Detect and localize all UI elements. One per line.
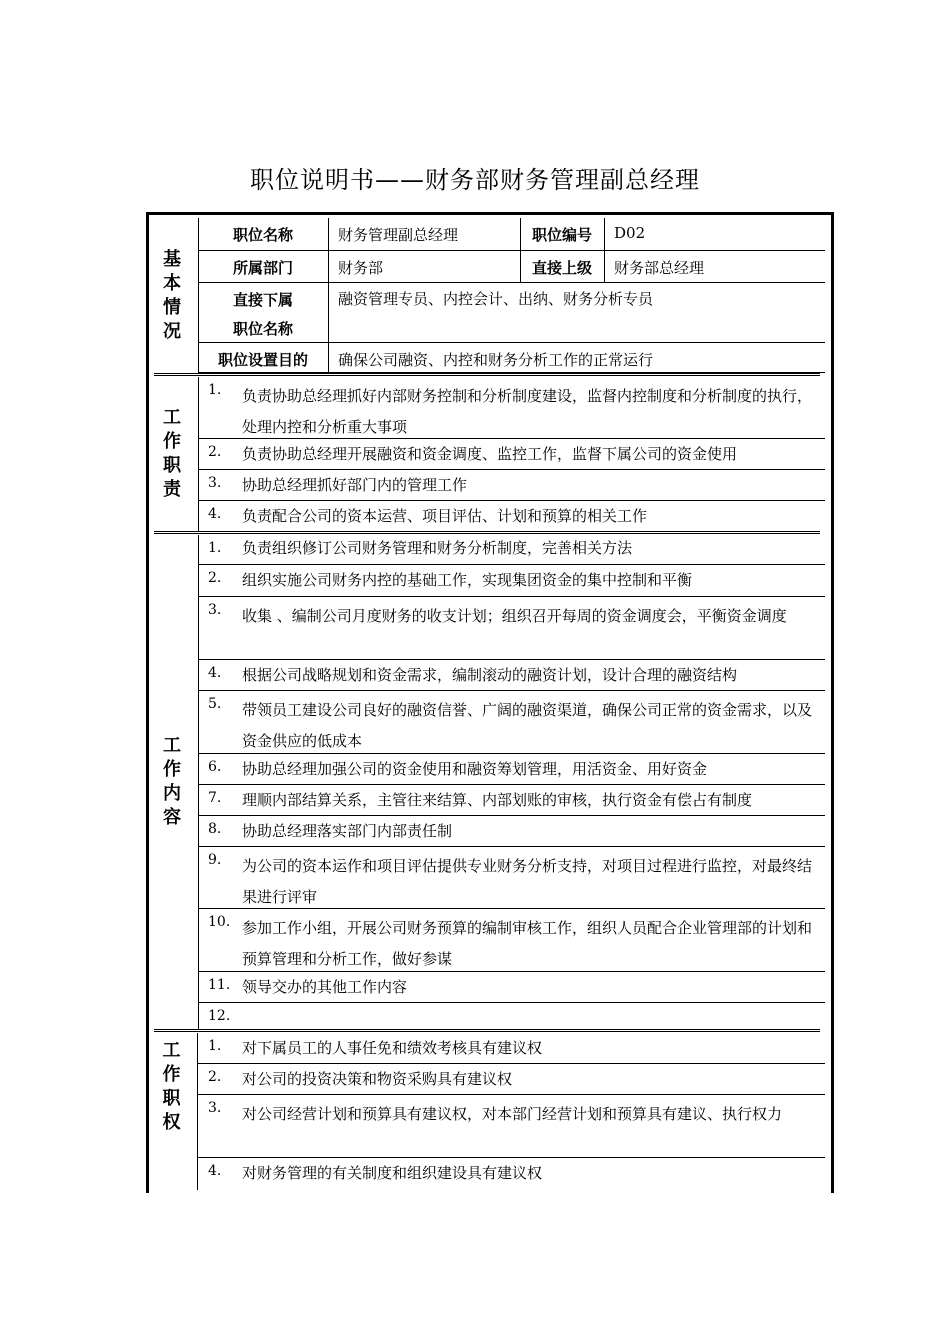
purpose-value: 确保公司融资、内控和财务分析工作的正常运行: [338, 351, 654, 369]
list-item: 12.: [208, 1008, 231, 1024]
list-item: 3. 收集 、编制公司月度财务的收支计划；组织召开每周的资金调度会，平衡资金调度: [198, 597, 825, 660]
list-item: 10. 参加工作小组，开展公司财务预算的编制审核工作，组织人员配合企业管理部的计划和预算管理和分析工作，做好参谋: [198, 909, 825, 972]
basic-section-label: 基 本 情 况: [146, 218, 199, 373]
list-item: 11. 领导交办的其他工作内容: [198, 972, 825, 1003]
position-code-value: D02: [614, 224, 646, 242]
list-item: 8. 协助总经理落实部门内部责任制: [198, 816, 825, 847]
subordinate-label-line2: 职位名称: [232, 320, 293, 338]
superior-value: 财务部总经理: [614, 259, 705, 277]
list-item: 3. 对公司经营计划和预算具有建议权，对本部门经营计划和预算具有建议、执行权力: [198, 1095, 825, 1158]
list-item: 5. 带领员工建设公司良好的融资信誉、广阔的融资渠道，确保公司正常的资金需求，以及资金供应的低成本: [198, 691, 825, 754]
department-label: 所属部门: [232, 259, 293, 277]
list-item: 6. 协助总经理加强公司的资金使用和融资筹划管理，用活资金、用好资金: [198, 754, 825, 785]
list-item: 2. 组织实施公司财务内控的基础工作，实现集团资金的集中控制和平衡: [198, 565, 825, 597]
duties-section: [146, 377, 831, 531]
list-item: 4. 负责配合公司的资本运营、项目评估、计划和预算的相关工作: [208, 506, 648, 525]
position-name-label: 职位名称: [232, 226, 293, 244]
work-content-section: [146, 535, 831, 1029]
list-item: 1. 负责组织修订公司财务管理和财务分析制度，完善相关方法: [198, 535, 825, 565]
list-item: 9. 为公司的资本运作和项目评估提供专业财务分析支持，对项目过程进行监控，对最终结果进行评审: [198, 847, 825, 909]
authority-section: [146, 1033, 831, 1190]
list-item: 2. 负责协助总经理开展融资和资金调度、监控工作，监督下属公司的资金使用: [198, 439, 825, 470]
subordinates-value: 融资管理专员、内控会计、出纳、财务分析专员: [338, 290, 654, 308]
list-item: 7. 理顺内部结算关系，主管往来结算、内部划账的审核，执行资金有偿占有制度: [198, 785, 825, 816]
list-item: 4. 对财务管理的有关制度和组织建设具有建议权: [208, 1163, 543, 1182]
position-name-value: 财务管理副总经理: [338, 226, 459, 244]
position-code-label: 职位编号: [531, 226, 592, 244]
list-item: 2. 对公司的投资决策和物资采购具有建议权: [198, 1064, 825, 1095]
department-value: 财务部: [338, 259, 384, 277]
page-title: 职位说明书——财务部财务管理副总经理: [250, 166, 700, 194]
content-section-label: 工 作 内 容: [146, 535, 199, 1029]
list-item: 3. 协助总经理抓好部门内的管理工作: [198, 470, 825, 501]
list-item: 1. 对下属员工的人事任免和绩效考核具有建议权: [198, 1033, 825, 1064]
list-item: 4. 根据公司战略规划和资金需求，编制滚动的融资计划，设计合理的融资结构: [198, 660, 825, 691]
list-item: 1. 负责协助总经理抓好内部财务控制和分析制度建设，监督内控制度和分析制度的执行，处理内控和分析重大事项: [198, 377, 825, 439]
subordinate-label-line1: 直接下属: [232, 291, 293, 309]
purpose-label: 职位设置目的: [217, 351, 308, 369]
authority-section-label: 工 作 职 权: [146, 1033, 198, 1190]
basic-info-section: [146, 218, 831, 373]
superior-label: 直接上级: [531, 259, 592, 277]
duties-section-label: 工 作 职 责: [146, 377, 199, 531]
